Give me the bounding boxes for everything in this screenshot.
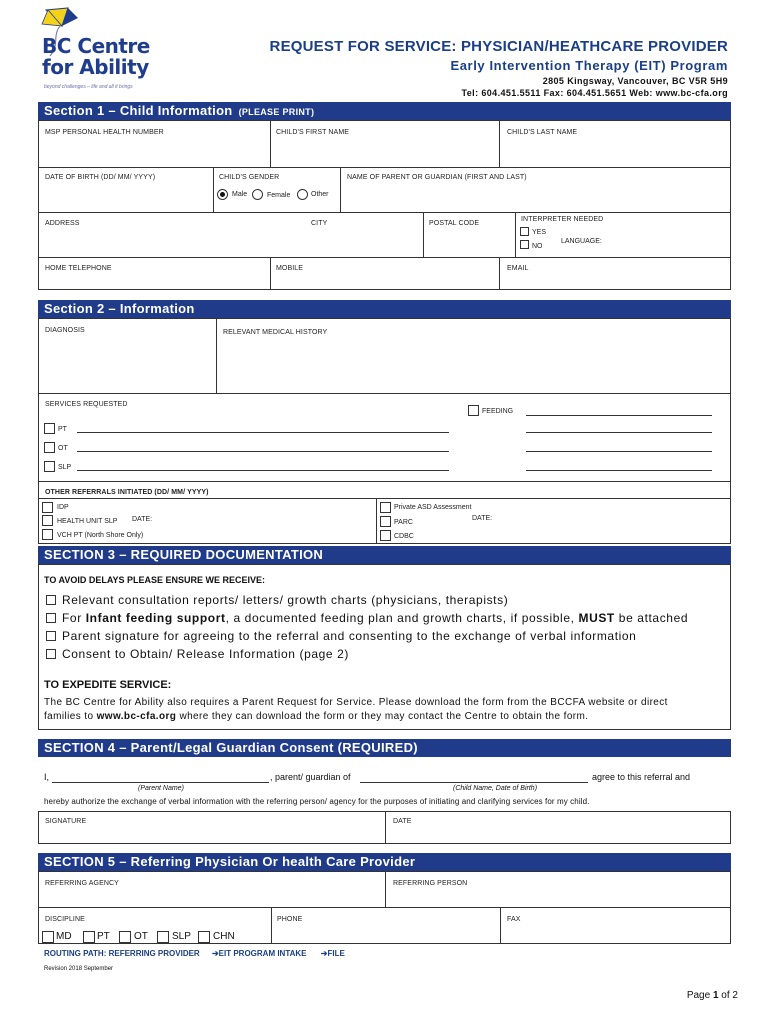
- pt-label: PT: [58, 426, 67, 433]
- phone-label: PHONE: [277, 916, 303, 923]
- interpreter-label: INTERPRETER NEEDED: [521, 216, 604, 223]
- arrow-right-icon: ➔: [320, 949, 328, 958]
- agency-label: REFERRING AGENCY: [45, 880, 119, 887]
- home-tel-label: HOME TELEPHONE: [45, 265, 112, 272]
- page-indicator: [687, 990, 738, 1001]
- other-referrals-col-divider: [376, 498, 377, 544]
- expedite-text-post: where they can download the form or they may contact the Centre to obtain the form.: [176, 711, 589, 722]
- gender-male-radio[interactable]: [217, 189, 228, 200]
- vch-checkbox[interactable]: [42, 529, 53, 540]
- expedite-paragraph-2: [44, 710, 588, 724]
- doc-consent-text: Consent to Obtain/ Release Information (page 2): [62, 647, 350, 661]
- chn-discipline-label: CHN: [213, 931, 235, 942]
- date-field[interactable]: [386, 812, 731, 843]
- section1-header: Section 1 – Child Information (PLEASE PRINT): [38, 102, 731, 120]
- slp-discipline-checkbox[interactable]: [157, 931, 169, 943]
- signature-field[interactable]: [39, 812, 386, 843]
- section1-grid: [38, 120, 731, 290]
- right-line-3[interactable]: [526, 470, 712, 471]
- mobile-field[interactable]: [271, 258, 500, 290]
- expedite-paragraph-1: The BC Centre for Ability also requires a Parent Request for Service. Please download the form from the BCCFA website or direct: [44, 697, 668, 708]
- other-label: Other: [311, 191, 329, 198]
- mobile-label: MOBILE: [276, 265, 304, 272]
- program-name: Early Intervention Therapy (EIT) Program: [450, 58, 728, 73]
- avoid-delays-heading: TO AVOID DELAYS PLEASE ENSURE WE RECEIVE:: [44, 575, 266, 585]
- feeding-line[interactable]: [526, 415, 712, 416]
- child-name-line[interactable]: [360, 782, 588, 783]
- gender-female-radio[interactable]: [252, 189, 263, 200]
- pt-line[interactable]: [77, 432, 449, 433]
- address-field[interactable]: [39, 213, 424, 258]
- parent-name-caption: (Parent Name): [138, 785, 184, 792]
- routing-eit: EIT PROGRAM INTAKE: [218, 949, 307, 958]
- fax-field[interactable]: [501, 908, 731, 943]
- language-label: LANGUAGE:: [561, 238, 602, 245]
- vch-label: VCH PT (North Shore Only): [57, 532, 144, 539]
- msp-label: MSP PERSONAL HEALTH NUMBER: [45, 129, 164, 136]
- interpreter-no-checkbox[interactable]: [520, 240, 529, 249]
- slp-line[interactable]: [77, 470, 449, 471]
- services-label: SERVICES REQUESTED: [45, 401, 128, 408]
- cdbc-checkbox[interactable]: [380, 530, 391, 541]
- postal-label: POSTAL CODE: [429, 220, 480, 227]
- authorize-text: hereby authorize the exchange of verbal information with the referring person/ agency for the purposes of initiating and clarifying services for my child.: [44, 797, 590, 806]
- page-total: of 2: [718, 990, 738, 1001]
- arrow-right-icon: ➔: [211, 949, 219, 958]
- section2-header: Section 2 – Information: [38, 300, 731, 318]
- idp-label: IDP: [57, 504, 69, 511]
- doc-feeding-text-bold: Infant feeding support: [85, 611, 226, 625]
- discipline-field: [39, 908, 272, 943]
- female-label: Female: [267, 192, 291, 199]
- doc-consent-checkbox[interactable]: [46, 649, 56, 659]
- doc-consultation-checkbox[interactable]: [46, 595, 56, 605]
- doc-feeding-text-mid: , a documented feeding plan and growth charts, if possible,: [225, 611, 579, 625]
- date-label: DATE: [393, 818, 412, 825]
- phone-field[interactable]: [272, 908, 501, 943]
- doc-feeding-text-post: be attached: [614, 611, 689, 625]
- section5-grid: [38, 871, 731, 944]
- parc-label: PARC: [394, 519, 413, 526]
- private-asd-label: Private ASD Assessment: [394, 504, 472, 511]
- first-name-label: CHILD'S FIRST NAME: [276, 129, 350, 136]
- doc-item-signature: [46, 629, 636, 643]
- routing-file: FILE: [327, 949, 345, 958]
- right-line-1[interactable]: [526, 432, 712, 433]
- parent-guardian-of-text: , parent/ guardian of: [270, 772, 351, 782]
- doc-consultation-text: Relevant consultation reports/ letters/ growth charts (physicians, therapists): [62, 593, 509, 607]
- logo-wordmark: BC Centre for Ability: [42, 34, 150, 79]
- right-line-2[interactable]: [526, 451, 712, 452]
- expedite-text-pre: families to: [44, 711, 97, 722]
- page-number: 1: [712, 990, 719, 1001]
- section2-grid: [38, 318, 731, 544]
- city-label: CITY: [311, 220, 328, 227]
- doc-feeding-text-pre: For: [62, 611, 86, 625]
- child-name-caption: (Child Name, Date of Birth): [453, 785, 538, 792]
- services-field: [39, 394, 731, 482]
- other-referrals-divider: [39, 498, 731, 499]
- ot-discipline-checkbox[interactable]: [119, 931, 131, 943]
- address-line: 2805 Kingsway, Vancouver, BC V5R 5H9: [542, 76, 728, 86]
- signature-label: SIGNATURE: [45, 818, 87, 825]
- logo-tagline: beyond challenges – life and all it brings: [44, 84, 133, 90]
- pt-checkbox[interactable]: [44, 423, 55, 434]
- doc-item-consent: [46, 647, 349, 661]
- gender-label: CHILD'S GENDER: [219, 174, 280, 181]
- parc-checkbox[interactable]: [380, 516, 391, 527]
- chn-discipline-checkbox[interactable]: [198, 931, 210, 943]
- parent-name-label: NAME OF PARENT OR GUARDIAN (FIRST AND LAST): [347, 174, 527, 181]
- section5-header: SECTION 5 – Referring Physician Or health Care Provider: [38, 853, 731, 871]
- male-label: Male: [232, 191, 248, 198]
- form-title: REQUEST FOR SERVICE: PHYSICIAN/HEATHCARE PROVIDER: [269, 38, 728, 55]
- diagnosis-label: DIAGNOSIS: [45, 327, 85, 334]
- last-name-label: CHILD'S LAST NAME: [507, 129, 578, 136]
- agency-field[interactable]: [39, 872, 386, 908]
- other-referrals-label: OTHER REFERRALS INITIATED (DD/ MM/ YYYY): [45, 489, 209, 496]
- parent-name-line[interactable]: [52, 782, 269, 783]
- doc-signature-text: Parent signature for agreeing to the referral and consenting to the exchange of verbal information: [62, 629, 637, 643]
- date-label-left: DATE:: [132, 516, 153, 523]
- pt-discipline-checkbox[interactable]: [83, 931, 95, 943]
- doc-item-feeding: [46, 611, 688, 625]
- ot-label: OT: [58, 445, 68, 452]
- routing-path: [44, 949, 345, 958]
- discipline-label: DISCIPLINE: [45, 916, 85, 923]
- page-prefix: Page: [686, 990, 713, 1001]
- doc-item-consultation: [46, 593, 508, 607]
- website-link[interactable]: www.bc-cfa.org: [96, 711, 177, 722]
- email-label: EMAIL: [507, 265, 529, 272]
- yes-label: YES: [532, 229, 547, 236]
- private-asd-checkbox[interactable]: [380, 502, 391, 513]
- cdbc-label: CDBC: [394, 533, 414, 540]
- no-label: NO: [532, 243, 543, 250]
- agree-text: agree to this referral and: [592, 772, 691, 782]
- md-checkbox[interactable]: [42, 931, 54, 943]
- slp-checkbox[interactable]: [44, 461, 55, 472]
- health-unit-label: HEALTH UNIT SLP: [57, 518, 118, 525]
- revision-note: Revision 2018 September: [44, 966, 114, 972]
- contact-line: Tel: 604.451.5511 Fax: 604.451.5651 Web: www.bc-cfa.org: [461, 88, 728, 98]
- ot-checkbox[interactable]: [44, 442, 55, 453]
- email-field[interactable]: [500, 258, 731, 290]
- feeding-label: FEEDING: [482, 408, 514, 415]
- expedite-heading: TO EXPEDITE SERVICE:: [44, 679, 172, 691]
- feeding-checkbox[interactable]: [468, 405, 479, 416]
- doc-feeding-checkbox[interactable]: [46, 613, 56, 623]
- idp-checkbox[interactable]: [42, 502, 53, 513]
- interpreter-yes-checkbox[interactable]: [520, 227, 529, 236]
- referring-person-field[interactable]: [386, 872, 731, 908]
- history-label: RELEVANT MEDICAL HISTORY: [223, 329, 328, 336]
- routing-label: ROUTING PATH: REFERRING PROVIDER: [44, 949, 200, 958]
- section4-header: SECTION 4 – Parent/Legal Guardian Consent (REQUIRED): [38, 739, 731, 757]
- referring-person-label: REFERRING PERSON: [393, 880, 468, 887]
- health-unit-checkbox[interactable]: [42, 515, 53, 526]
- gender-other-radio[interactable]: [297, 189, 308, 200]
- section3-header: SECTION 3 – REQUIRED DOCUMENTATION: [38, 546, 731, 564]
- pt-discipline-label: PT: [97, 931, 110, 942]
- slp-discipline-label: SLP: [172, 931, 191, 942]
- consent-i: I,: [44, 772, 50, 782]
- ot-discipline-label: OT: [134, 931, 148, 942]
- home-tel-field[interactable]: [39, 258, 271, 290]
- ot-line[interactable]: [77, 451, 449, 452]
- dob-label: DATE OF BIRTH (DD/ MM/ YYYY): [45, 174, 156, 181]
- md-label: MD: [56, 931, 72, 942]
- doc-signature-checkbox[interactable]: [46, 631, 56, 641]
- address-label: ADDRESS: [45, 220, 80, 227]
- doc-feeding-must: MUST: [578, 611, 615, 625]
- slp-label: SLP: [58, 464, 72, 471]
- signature-grid: [38, 811, 731, 844]
- fax-label: FAX: [507, 916, 521, 923]
- date-label-right: DATE:: [472, 515, 493, 522]
